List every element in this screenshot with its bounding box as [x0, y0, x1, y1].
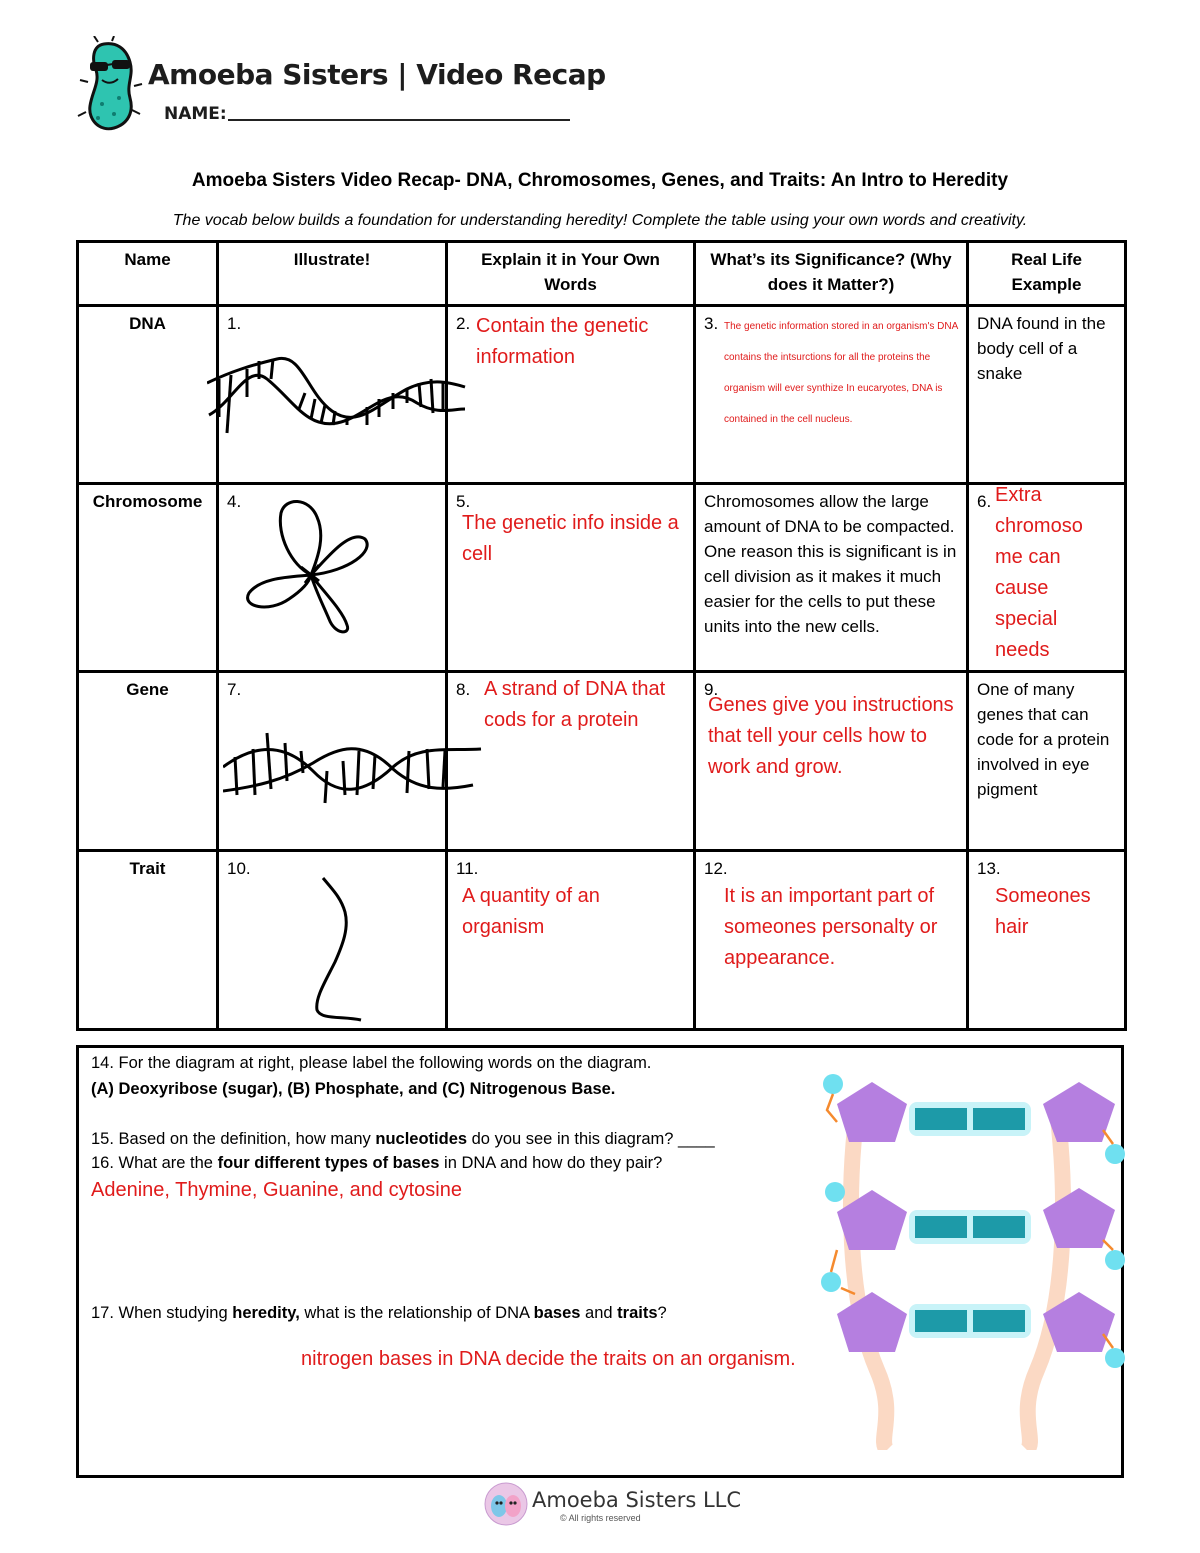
q17-text: ? [657, 1304, 667, 1322]
significance-answer: Genes give you instructions that tell your cells how to work and grow. [708, 694, 954, 778]
question-14-terms: (A) Deoxyribose (sugar), (B) Phosphate, and (C) Nitrogenous Base. [91, 1080, 616, 1098]
example-answer: Extra chromoso me can cause special needs [995, 484, 1083, 661]
q16-text-end: in DNA and how do they pair? [439, 1154, 663, 1172]
q15-text-end: do you see in this diagram? ____ [467, 1130, 715, 1148]
illustrate-cell[interactable] [218, 484, 447, 672]
q15-text: 15. Based on the definition, how many [91, 1130, 376, 1148]
table-row [78, 851, 1126, 1030]
significance-answer: It is an important part of someones personalty or appearance. [724, 885, 938, 969]
table-row [78, 306, 1126, 484]
footer-brand: Amoeba Sisters LLC [532, 1488, 742, 1512]
explain-cell[interactable] [447, 672, 695, 851]
explain-answer: The genetic info inside a cell [462, 512, 679, 565]
question-15 [91, 1130, 715, 1149]
header-title: Amoeba Sisters | Video Recap [148, 58, 606, 91]
q15-bold: nucleotides [375, 1130, 468, 1148]
footer-rights: © All rights reserved [560, 1513, 641, 1523]
example-cell[interactable] [968, 851, 1126, 1030]
explain-cell[interactable] [447, 851, 695, 1030]
rung-3 [837, 1288, 1125, 1368]
question-17 [91, 1304, 667, 1323]
table-header-row [78, 242, 1126, 306]
item-number: 8. [456, 680, 471, 699]
explain-answer: A strand of DNA that cods for a protein [484, 678, 666, 731]
significance-cell[interactable]: Chromosomes allow the large amount of DNA to be compacted. One reason this is significant is in cell division as it makes it much easier for the cells to put these units into the new cells. [695, 484, 968, 672]
item-number: 13. [977, 859, 1001, 878]
item-number: 5. [456, 492, 471, 511]
item-number: 4. [227, 492, 242, 511]
q17-text: what is the relationship of DNA [299, 1304, 534, 1322]
question-16 [91, 1154, 662, 1173]
gene-drawing-icon [223, 711, 483, 821]
chromosome-drawing-icon [239, 495, 379, 635]
q17-bold: bases [533, 1304, 581, 1322]
questions-box [76, 1045, 1124, 1478]
document-subtitle: The vocab below builds a foundation for understanding heredity! Complete the table using your own words and creativity. [172, 212, 1028, 229]
item-number: 12. [704, 859, 728, 878]
item-number: 9. [704, 680, 719, 699]
header-name: Name [78, 242, 218, 306]
q17-bold: traits [617, 1304, 658, 1322]
amoeba-sisters-logo-icon [484, 1482, 528, 1526]
illustrate-cell[interactable] [218, 306, 447, 484]
example-answer: Someones hair [995, 885, 1091, 938]
illustrate-cell[interactable] [218, 672, 447, 851]
rung-1 [823, 1074, 1125, 1164]
row-name: Trait [78, 851, 218, 1030]
dna-nucleotide-diagram [797, 1070, 1127, 1450]
row-name: DNA [78, 306, 218, 484]
item-number: 10. [227, 859, 251, 878]
q17-text: 17. When studying [91, 1304, 233, 1322]
question-14: 14. For the diagram at right, please label the following words on the diagram. [91, 1054, 652, 1072]
example-cell[interactable]: DNA found in the body cell of a snake [968, 306, 1126, 484]
table-row [78, 672, 1126, 851]
item-number: 6. [977, 492, 992, 511]
q17-text: and [580, 1304, 618, 1322]
example-cell[interactable]: One of many genes that can code for a protein involved in eye pigment [968, 672, 1126, 851]
answer-17[interactable]: nitrogen bases in DNA decide the traits on an organism. [301, 1348, 796, 1370]
significance-cell[interactable] [695, 672, 968, 851]
document-title: Amoeba Sisters Video Recap- DNA, Chromosomes, Genes, and Traits: An Intro to Heredity [191, 170, 1009, 191]
item-number: 7. [227, 680, 242, 699]
item-number: 2. [456, 314, 471, 333]
row-name: Chromosome [78, 484, 218, 672]
q17-bold: heredity, [232, 1304, 300, 1322]
rung-2 [821, 1182, 1125, 1292]
answer-16[interactable]: Adenine, Thymine, Guanine, and cytosine [91, 1179, 462, 1201]
significance-cell[interactable] [695, 306, 968, 484]
vocab-table [76, 240, 1127, 1031]
explain-answer: Contain the genetic information [476, 315, 649, 368]
header-significance: What’s its Significance? (Why does it Matter?) [695, 242, 968, 306]
row-name: Gene [78, 672, 218, 851]
item-number: 11. [456, 859, 479, 878]
example-cell[interactable] [968, 484, 1126, 672]
explain-cell[interactable] [447, 306, 695, 484]
trait-drawing-icon [309, 874, 389, 1024]
item-number: 1. [227, 314, 242, 333]
dna-drawing-icon [207, 353, 467, 443]
table-row [78, 484, 1126, 672]
header-explain: Explain it in Your Own Words [447, 242, 695, 306]
explain-answer: A quantity of an organism [462, 885, 600, 938]
q16-bold: four different types of bases [217, 1154, 440, 1172]
item-number: 3. [704, 314, 719, 333]
header-example: Real Life Example [968, 242, 1126, 306]
name-label: NAME: [164, 104, 227, 124]
significance-answer: The genetic information stored in an organism's DNA contains the intsurctions for all the proteins the organism will ever synthize In eucaryotes, DNA is contained in the cell nucleus. [724, 321, 958, 425]
illustrate-cell[interactable] [218, 851, 447, 1030]
amoeba-logo [74, 36, 148, 136]
name-field[interactable] [228, 119, 570, 121]
q16-text: 16. What are the [91, 1154, 218, 1172]
explain-cell[interactable] [447, 484, 695, 672]
significance-cell[interactable] [695, 851, 968, 1030]
header-illustrate: Illustrate! [218, 242, 447, 306]
